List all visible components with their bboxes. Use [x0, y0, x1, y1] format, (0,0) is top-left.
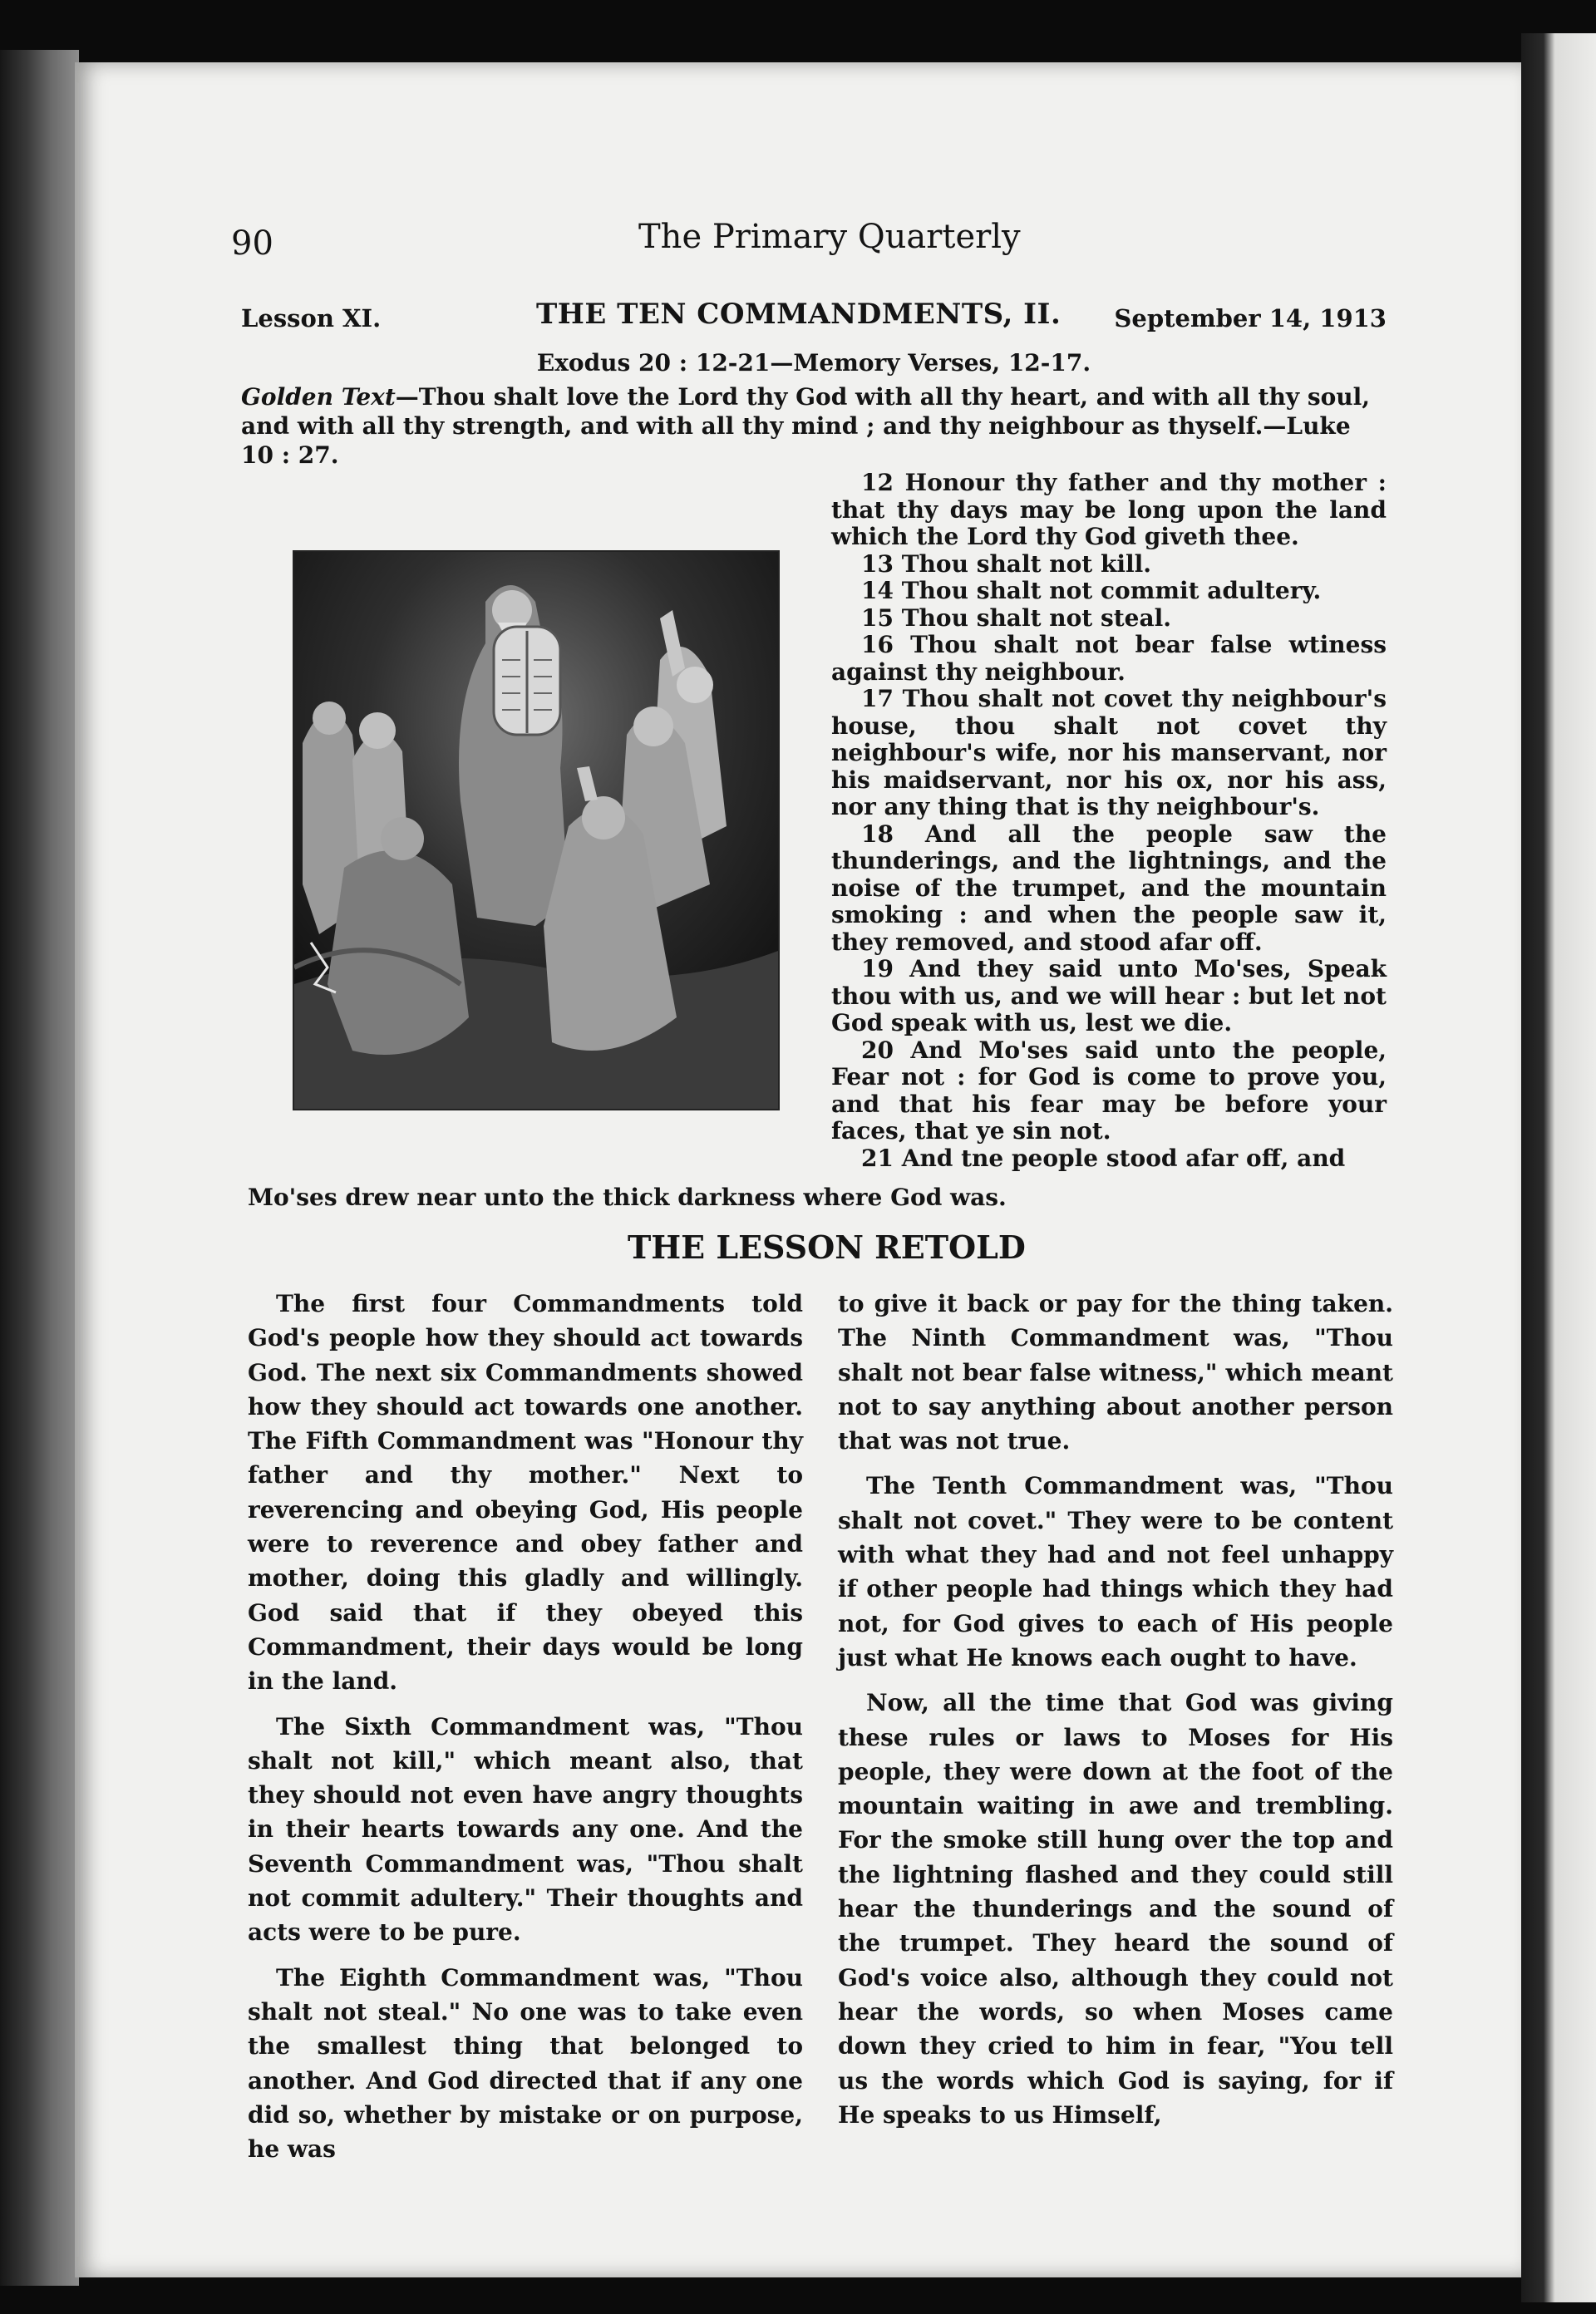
page-number: 90	[231, 224, 273, 263]
verse-21-continuation: Mo'ses drew near unto the thick darkness where God was.	[248, 1184, 1007, 1211]
verse-13: 13 Thou shalt not kill.	[861, 549, 1152, 578]
retold-paragraph-continued: to give it back or pay for the thing taken. The Ninth Commandment was, "Thou shalt not bear false witness," which meant not to say anything about another person that was not true.	[838, 1290, 1393, 1455]
retold-paragraph: The Tenth Commandment was, "Thou shalt not covet." They were to be content with what they had and not feel unhappy if other people had things which they had not, for God gives to each of His people just what He knows each ought to have.	[838, 1472, 1393, 1671]
verse-21: 21 And tne people stood afar off, and	[861, 1144, 1346, 1172]
golden-text-body: —Thou shalt love the Lord thy God with all thy heart, and with all thy soul, and with all thy strength, and with all thy mind ; and thy neighbour as thyself.—Luke 10 : 27.	[241, 383, 1371, 469]
section-heading-text: THE LESSON RETOLD	[628, 1228, 1026, 1266]
facing-page-edge	[1521, 33, 1596, 2302]
lesson-header	[241, 298, 1387, 339]
golden-text	[241, 382, 1387, 470]
retold-paragraph: The Sixth Commandment was, "Thou shalt not kill," which meant also, that they should not even have angry thoughts in their hearts towards any one. And the Seventh Commandment was, "Thou shalt not commit adultery." Their thoughts and acts were to be pure.	[248, 1712, 803, 1947]
lesson-date: September 14, 1913	[1114, 304, 1387, 332]
retold-paragraph: The first four Commandments told God's people how they should act towards God. The next six Commandments showed how they should act towards one another. The Fifth Commandment was "Honour thy father and thy mother." Next to reverencing and obeying God, His people were to reverence and obey father and mother, doing this gladly and willingly. God said that if they obeyed this Commandment, their days would be long in the land.	[248, 1290, 803, 1696]
verse-16: 16 Thou shalt not bear false wtiness against thy neighbour.	[831, 631, 1387, 686]
verse-14: 14 Thou shalt not commit adultery.	[861, 577, 1322, 604]
moses-tablets-illustration	[293, 550, 780, 1110]
verse-17: 17 Thou shalt not covet thy neighbour's house, thou shalt not covet thy neighbour's wife, nor his manservant, nor his maidservant, nor his ox, nor his ass, nor any thing that is thy neighbour's.	[831, 685, 1387, 820]
scripture-verses	[831, 470, 1387, 1172]
lesson-title: THE TEN COMMANDMENTS, II.	[536, 298, 1062, 331]
section-heading	[241, 1228, 1387, 1273]
verse-19: 19 And they said unto Mo'ses, Speak thou with us, and we will hear : but let not God speak with us, lest we die.	[831, 955, 1387, 1036]
retold-column-right	[838, 1287, 1393, 2132]
lesson-number: Lesson XI.	[241, 304, 382, 332]
retold-paragraph: Now, all the time that God was giving these rules or laws to Moses for His people, they were down at the foot of the mountain waiting in awe and trembling. For the smoke still hung over the top and the lightning flashed and they could still hear the thunderings and the sound of the trumpet. They heard the sound of God's voice also, although they could not hear the words, so when Moses came down they cried to him in fear, "You tell us the words which God is saying, for if He speaks to us Himself,	[838, 1689, 1393, 2129]
running-title: The Primary Quarterly	[638, 218, 1021, 256]
verse-18: 18 And all the people saw the thunderings, and the lightnings, and the noise of the trumpet, and the mountain smoking : and when the people saw it, they removed, and stood afar off.	[831, 820, 1387, 956]
scripture-reference: Exodus 20 : 12-21—Memory Verses, 12-17.	[536, 349, 1091, 377]
verse-15: 15 Thou shalt not steal.	[861, 603, 1172, 632]
verse-12: 12 Honour thy father and thy mother : that thy days may be long upon the land which the Lord thy God giveth thee.	[831, 469, 1387, 550]
running-head	[231, 218, 1387, 276]
retold-paragraph: The Eighth Commandment was, "Thou shalt not steal." No one was to take even the smallest thing that belonged to another. And God directed that if any one did so, whether by mistake or on purpose, he was	[248, 1963, 803, 2164]
golden-text-label: Golden Text	[241, 383, 396, 411]
retold-column-left	[248, 1287, 803, 2166]
book-spine	[0, 50, 79, 2286]
verse-20: 20 And Mo'ses said unto the people, Fear not : for God is come to prove you, and that his fear may be before your faces, that ye sin not.	[831, 1036, 1387, 1145]
